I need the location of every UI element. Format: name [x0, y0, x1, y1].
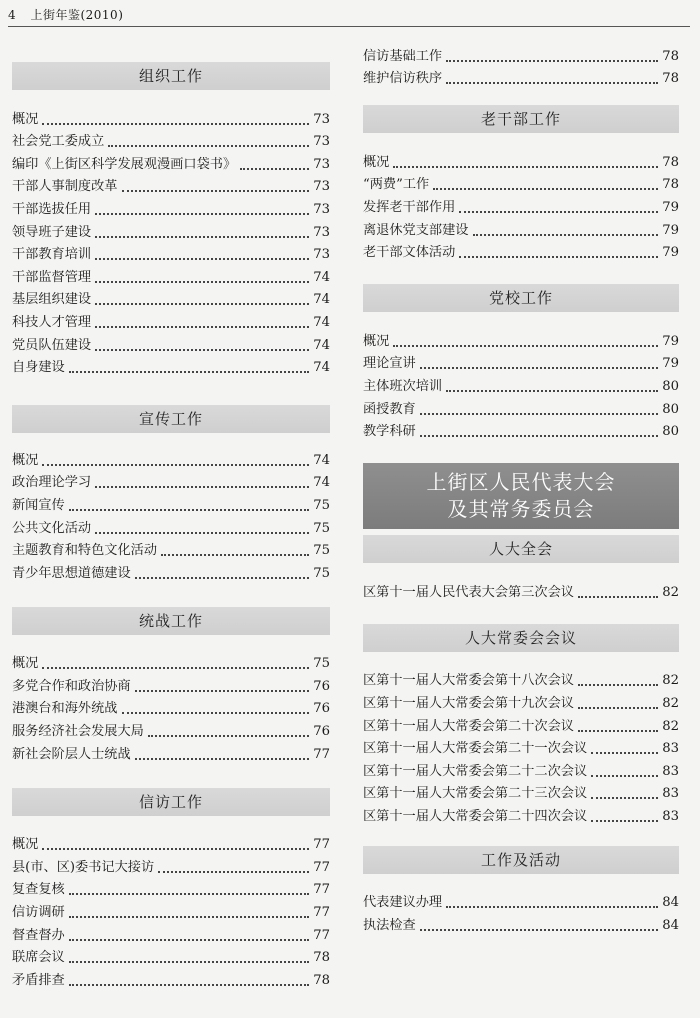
dot-leader — [69, 916, 309, 918]
toc-entry-page: 78 — [662, 177, 679, 193]
dot-leader — [578, 596, 658, 598]
toc-entry-page: 78 — [662, 48, 679, 64]
toc-entry-title: 信访基础工作 — [363, 48, 443, 64]
dot-leader — [95, 258, 309, 260]
toc-entry — [12, 720, 330, 743]
toc-entry-title: 干部人事制度改革 — [12, 179, 118, 195]
toc-entry-title: 公共文化活动 — [12, 520, 92, 536]
toc-entry-page: 73 — [313, 156, 330, 172]
dot-leader — [95, 281, 309, 283]
toc-entry — [12, 176, 330, 199]
toc-entry — [12, 675, 330, 698]
toc-entry — [363, 330, 679, 353]
dot-leader — [135, 577, 310, 579]
dot-leader — [95, 303, 309, 305]
toc-entry-page: 74 — [313, 314, 330, 330]
toc-entry-page: 79 — [662, 222, 679, 238]
dot-leader — [95, 326, 309, 328]
toc-entry-page: 83 — [662, 786, 679, 802]
toc-entry-page: 79 — [662, 199, 679, 215]
toc-entry-page: 73 — [313, 134, 330, 150]
dot-leader — [69, 939, 309, 941]
dot-leader — [591, 820, 658, 822]
toc-entry — [363, 398, 679, 421]
toc-entry — [12, 108, 330, 131]
toc-entry-page: 75 — [313, 565, 330, 581]
toc-entry-title: 干部教育培训 — [12, 247, 92, 263]
header-rule — [8, 26, 690, 27]
toc-entry — [12, 266, 330, 289]
toc-entry-title: 发挥老干部作用 — [363, 199, 456, 215]
section-heading-dangxiao: 党校工作 — [363, 284, 679, 312]
toc-entry — [363, 219, 679, 242]
section-heading-laoganbu: 老干部工作 — [363, 105, 679, 133]
dot-leader — [95, 532, 309, 534]
toc-entry-title: 概况 — [363, 333, 390, 349]
toc-entry — [12, 131, 330, 154]
toc-entry-title: 教学科研 — [363, 424, 416, 440]
toc-entry-title: 社会党工委成立 — [12, 134, 105, 150]
toc-entry-title: 离退休党支部建设 — [363, 222, 469, 238]
section-heading-gongzuo: 工作及活动 — [363, 846, 679, 874]
dot-leader — [591, 752, 658, 754]
toc-entry-title: 矛盾排查 — [12, 972, 65, 988]
toc-entry-page: 84 — [662, 895, 679, 911]
toc-entry-page: 83 — [662, 741, 679, 757]
toc-entry-page: 76 — [313, 701, 330, 717]
toc-entry-page: 75 — [313, 497, 330, 513]
toc-entry — [363, 375, 679, 398]
toc-entry-page: 74 — [313, 337, 330, 353]
toc-entry — [363, 805, 679, 828]
toc-entry-page: 75 — [313, 520, 330, 536]
toc-entry-title: 概况 — [12, 656, 39, 672]
toc-entry — [363, 670, 679, 693]
toc-entry-title: 执法检查 — [363, 918, 416, 934]
section-heading-tongzhan: 统战工作 — [12, 607, 330, 635]
toc-entry — [12, 472, 330, 495]
toc-entry-title: 编印《上街区科学发展观漫画口袋书》 — [12, 156, 237, 172]
toc-list-laoganbu — [363, 151, 679, 264]
toc-entry-page: 82 — [662, 695, 679, 711]
toc-entry — [363, 45, 679, 68]
toc-entry-title: 区第十一届人大常委会第十九次会议 — [363, 695, 574, 711]
toc-entry-page: 73 — [313, 179, 330, 195]
toc-entry-page: 83 — [662, 808, 679, 824]
dot-leader — [161, 554, 309, 556]
dot-leader — [135, 758, 310, 760]
toc-list-xinfang-cont — [363, 45, 679, 90]
toc-entry-page: 73 — [313, 111, 330, 127]
section-heading-zuzhi: 组织工作 — [12, 62, 330, 90]
dot-leader — [122, 190, 310, 192]
toc-entry — [363, 914, 679, 937]
toc-entry-page: 77 — [313, 746, 330, 762]
section-heading-changweihui: 人大常委会会议 — [363, 624, 679, 652]
dot-leader — [459, 211, 658, 213]
toc-entry-page: 82 — [662, 584, 679, 600]
toc-entry-title: 区第十一届人大常委会第二十一次会议 — [363, 741, 588, 757]
toc-entry-page: 78 — [313, 950, 330, 966]
toc-entry-title: 函授教育 — [363, 401, 416, 417]
toc-entry-title: 县(市、区)委书记大接访 — [12, 859, 155, 875]
toc-entry-page: 77 — [313, 927, 330, 943]
toc-entry-page: 79 — [662, 245, 679, 261]
toc-entry-page: 73 — [313, 247, 330, 263]
dot-leader — [42, 667, 309, 669]
toc-entry-title: 概况 — [12, 452, 39, 468]
section-heading-xuanchuan: 宣传工作 — [12, 405, 330, 433]
toc-list-xinfang — [12, 834, 330, 992]
toc-list-xuanchuan — [12, 449, 330, 585]
dot-leader — [578, 730, 658, 732]
chapter-heading-renda — [363, 463, 679, 529]
dot-leader — [69, 509, 309, 511]
toc-entry — [363, 196, 679, 219]
toc-entry — [363, 783, 679, 806]
dot-leader — [420, 413, 658, 415]
toc-entry-page: 80 — [662, 401, 679, 417]
toc-entry — [12, 357, 330, 380]
dot-leader — [69, 371, 309, 373]
dot-leader — [135, 690, 310, 692]
dot-leader — [42, 848, 309, 850]
dot-leader — [393, 345, 658, 347]
toc-entry-title: “两费”工作 — [363, 177, 430, 193]
dot-leader — [158, 871, 309, 873]
toc-entry — [12, 879, 330, 902]
toc-entry — [12, 449, 330, 472]
dot-leader — [591, 797, 658, 799]
toc-entry-title: 督查督办 — [12, 927, 65, 943]
toc-entry-page: 82 — [662, 718, 679, 734]
toc-entry-title: 领导班子建设 — [12, 224, 92, 240]
toc-entry — [12, 834, 330, 857]
toc-entry-title: 干部选拔任用 — [12, 201, 92, 217]
toc-entry-page: 73 — [313, 201, 330, 217]
toc-entry-title: 服务经济社会发展大局 — [12, 724, 144, 740]
dot-leader — [433, 188, 658, 190]
dot-leader — [42, 123, 309, 125]
toc-entry-page: 79 — [662, 356, 679, 372]
toc-entry-title: 干部监督管理 — [12, 269, 92, 285]
toc-entry-title: 自身建设 — [12, 360, 65, 376]
toc-entry — [363, 581, 679, 604]
dot-leader — [459, 256, 658, 258]
dot-leader — [69, 984, 309, 986]
toc-entry — [12, 311, 330, 334]
chapter-heading-line-2: 及其常务委员会 — [447, 497, 595, 522]
toc-entry-title: 科技人才管理 — [12, 314, 92, 330]
toc-entry-page: 82 — [662, 673, 679, 689]
dot-leader — [420, 435, 658, 437]
toc-entry-title: 区第十一届人大常委会第二十三次会议 — [363, 786, 588, 802]
dot-leader — [69, 893, 309, 895]
toc-entry — [12, 901, 330, 924]
section-heading-rendaquanhui: 人大全会 — [363, 535, 679, 563]
toc-entry — [12, 244, 330, 267]
toc-entry-title: 理论宣讲 — [363, 356, 416, 372]
toc-entry-page: 80 — [662, 378, 679, 394]
toc-entry-title: 联席会议 — [12, 950, 65, 966]
page-number: 4 — [8, 8, 17, 22]
dot-leader — [393, 166, 658, 168]
toc-entry-title: 多党合作和政治协商 — [12, 678, 131, 694]
toc-entry-page: 74 — [313, 452, 330, 468]
toc-entry-page: 77 — [313, 859, 330, 875]
toc-list-dangxiao — [363, 330, 679, 443]
dot-leader — [473, 234, 659, 236]
dot-leader — [240, 168, 309, 170]
toc-list-tongzhan — [12, 653, 330, 766]
toc-entry-page: 78 — [662, 154, 679, 170]
toc-entry — [363, 68, 679, 91]
toc-entry — [12, 743, 330, 766]
toc-entry — [12, 198, 330, 221]
toc-entry-page: 80 — [662, 424, 679, 440]
toc-entry-title: 党员队伍建设 — [12, 337, 92, 353]
toc-entry-page: 84 — [662, 918, 679, 934]
toc-entry-title: 区第十一届人民代表大会第三次会议 — [363, 584, 574, 600]
dot-leader — [578, 684, 658, 686]
toc-entry-page: 75 — [313, 543, 330, 559]
toc-entry — [363, 421, 679, 444]
toc-entry-title: 信访调研 — [12, 905, 65, 921]
toc-entry-title: 港澳台和海外统战 — [12, 701, 118, 717]
dot-leader — [591, 775, 658, 777]
dot-leader — [95, 349, 309, 351]
toc-entry-title: 概况 — [12, 837, 39, 853]
toc-entry — [12, 494, 330, 517]
toc-entry-title: 区第十一届人大常委会第二十四次会议 — [363, 808, 588, 824]
toc-list-changweihui — [363, 670, 679, 828]
dot-leader — [578, 707, 658, 709]
toc-entry — [363, 892, 679, 915]
toc-entry — [12, 947, 330, 970]
toc-entry-title: 老干部文体活动 — [363, 245, 456, 261]
toc-entry-page: 74 — [313, 360, 330, 376]
toc-entry-title: 主体班次培训 — [363, 378, 443, 394]
toc-entry-page: 75 — [313, 656, 330, 672]
toc-entry-title: 区第十一届人大常委会第二十次会议 — [363, 718, 574, 734]
toc-entry-page: 77 — [313, 837, 330, 853]
dot-leader — [446, 82, 658, 84]
left-column — [12, 42, 330, 992]
dot-leader — [69, 961, 309, 963]
dot-leader — [122, 712, 310, 714]
toc-entry-title: 概况 — [12, 111, 39, 127]
toc-entry-title: 青少年思想道德建设 — [12, 565, 131, 581]
dot-leader — [42, 464, 309, 466]
right-column — [363, 42, 679, 937]
chapter-heading-line-1: 上街区人民代表大会 — [426, 470, 616, 495]
toc-entry — [12, 969, 330, 992]
toc-entry-page: 78 — [313, 972, 330, 988]
book-title: 上街年鉴(2010) — [30, 8, 124, 22]
toc-entry — [12, 517, 330, 540]
toc-entry-page: 83 — [662, 763, 679, 779]
toc-entry-title: 新闻宣传 — [12, 497, 65, 513]
toc-entry — [363, 738, 679, 761]
running-header — [8, 6, 123, 23]
toc-entry — [363, 715, 679, 738]
toc-entry — [12, 562, 330, 585]
dot-leader — [420, 929, 658, 931]
dot-leader — [95, 213, 309, 215]
toc-list-rendaquanhui — [363, 581, 679, 604]
toc-entry — [12, 289, 330, 312]
toc-entry — [12, 540, 330, 563]
toc-entry-page: 76 — [313, 678, 330, 694]
toc-entry-title: 维护信访秩序 — [363, 71, 443, 87]
toc-entry — [12, 334, 330, 357]
toc-entry — [12, 153, 330, 176]
toc-entry-page: 73 — [313, 224, 330, 240]
dot-leader — [108, 145, 309, 147]
toc-entry — [12, 856, 330, 879]
dot-leader — [148, 735, 309, 737]
toc-entry — [12, 221, 330, 244]
dot-leader — [446, 390, 658, 392]
toc-list-gongzuo — [363, 892, 679, 937]
toc-entry-title: 新社会阶层人士统战 — [12, 746, 131, 762]
dot-leader — [446, 60, 658, 62]
toc-entry — [363, 353, 679, 376]
toc-entry-title: 政治理论学习 — [12, 475, 92, 491]
toc-entry-title: 区第十一届人大常委会第二十二次会议 — [363, 763, 588, 779]
toc-entry — [12, 653, 330, 676]
toc-entry-page: 77 — [313, 882, 330, 898]
toc-entry — [363, 760, 679, 783]
toc-entry — [363, 242, 679, 265]
toc-entry-page: 78 — [662, 71, 679, 87]
toc-entry-title: 基层组织建设 — [12, 292, 92, 308]
toc-entry-page: 76 — [313, 724, 330, 740]
dot-leader — [420, 367, 658, 369]
dot-leader — [95, 236, 309, 238]
toc-entry-title: 概况 — [363, 154, 390, 170]
toc-entry-page: 74 — [313, 269, 330, 285]
toc-entry — [12, 698, 330, 721]
dot-leader — [446, 906, 658, 908]
toc-entry-page: 79 — [662, 333, 679, 349]
toc-entry — [363, 151, 679, 174]
dot-leader — [95, 486, 309, 488]
toc-list-zuzhi — [12, 108, 330, 379]
section-heading-xinfang: 信访工作 — [12, 788, 330, 816]
toc-entry-title: 复查复核 — [12, 882, 65, 898]
toc-entry-page: 74 — [313, 475, 330, 491]
toc-entry-title: 区第十一届人大常委会第十八次会议 — [363, 673, 574, 689]
toc-entry-page: 74 — [313, 292, 330, 308]
toc-entry-title: 代表建议办理 — [363, 895, 443, 911]
toc-entry-title: 主题教育和特色文化活动 — [12, 543, 158, 559]
toc-entry — [12, 924, 330, 947]
toc-entry-page: 77 — [313, 905, 330, 921]
toc-entry — [363, 692, 679, 715]
toc-entry — [363, 174, 679, 197]
